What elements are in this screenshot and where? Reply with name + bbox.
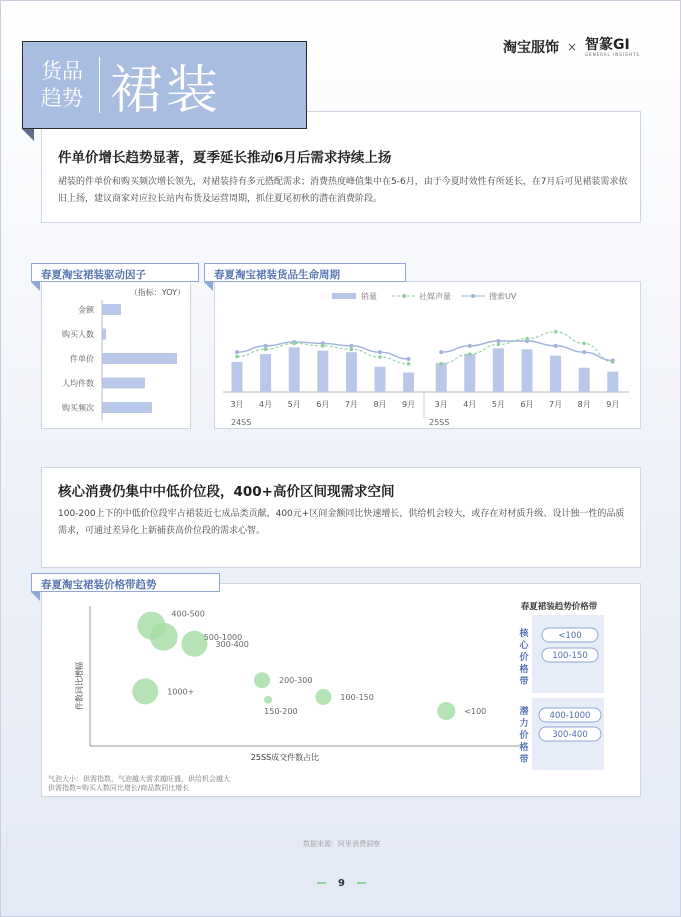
section2-title: 核心消费仍集中中低价位段，400+高价区间现需求空间 — [58, 484, 395, 500]
lifecycle-chart — [215, 282, 642, 430]
legend-marker-social — [402, 294, 406, 298]
brand-gi-sub: GENERAL INSIGHTS — [585, 51, 640, 57]
social-volume-point — [611, 360, 615, 364]
drivers-category-label: 购买频次 — [62, 403, 94, 413]
search-uv-point — [264, 344, 268, 348]
core-price-pill-text: <100 — [558, 631, 582, 641]
section2-body: 100-200上下的中低价位段牢占裙装近七成品类贡献，400元+区间金额同比快速增长，供给机会较大，或存在对材质升级、设计独一性的品质需求，可通过差异化上新捕获高价位段的需求心智。 — [58, 509, 625, 536]
month-tick-label: 9月 — [402, 400, 416, 409]
page-number: 9 — [338, 878, 345, 889]
price-bubble-label: 500-1000 — [203, 632, 243, 642]
brand-lockup — [503, 37, 640, 57]
month-tick-label: 4月 — [463, 400, 477, 409]
sales-bar — [317, 351, 328, 392]
price-note-line2: 供需指数=购买人数同比增长/商品数同比增长 — [48, 784, 190, 792]
price-bubble — [264, 696, 272, 704]
core-price-label-char: 价 — [519, 653, 529, 663]
season-label-24ss: 24SS — [231, 418, 252, 427]
legend-swatch-sales — [332, 293, 356, 299]
category-divider — [99, 57, 100, 113]
month-tick-label: 4月 — [259, 400, 273, 409]
social-volume-point — [407, 362, 411, 366]
social-volume-point — [292, 342, 296, 346]
drivers-bar — [102, 353, 177, 364]
potential-price-label-char: 潜 — [519, 707, 529, 717]
sales-bar — [289, 347, 300, 392]
price-legend-title: 春夏裙装趋势价格带 — [520, 602, 598, 612]
month-tick-label: 6月 — [316, 400, 330, 409]
potential-price-pill-text: 400-1000 — [549, 711, 591, 721]
core-price-label-char: 心 — [519, 641, 529, 651]
sales-bar — [346, 352, 357, 392]
data-source: 数据来源：阿里消费洞察 — [303, 840, 380, 848]
sales-bar — [232, 362, 243, 392]
sales-bar — [522, 349, 533, 392]
social-volume-point — [582, 342, 586, 346]
search-uv-point — [554, 344, 558, 348]
search-uv-point — [378, 350, 382, 354]
lifecycle-chart-tab: 春夏淘宝裙装货品生命周期 — [204, 263, 406, 282]
price-bubble-label: 150-200 — [264, 706, 298, 716]
social-volume-point — [525, 337, 529, 341]
search-uv-point — [582, 350, 586, 354]
sales-bar — [375, 367, 386, 392]
search-uv-point — [407, 357, 411, 361]
price-note-line1: 气泡大小：供需指数，气泡越大需求越旺盛，供给机会越大 — [48, 775, 230, 783]
price-bubble — [315, 689, 331, 705]
drivers-bar — [102, 378, 145, 389]
search-uv-point — [496, 339, 500, 343]
price-x-axis-label: 25SS成交件数占比 — [250, 753, 320, 762]
drivers-unit: （指标：YOY） — [129, 288, 185, 297]
social-volume-point — [497, 343, 501, 347]
social-volume-point — [378, 355, 382, 359]
social-volume-point — [235, 355, 239, 359]
price-bubble-label: <100 — [464, 707, 487, 716]
sales-bar — [550, 356, 561, 392]
price-bubble-chart — [42, 584, 642, 798]
drivers-category-label: 购买人数 — [62, 330, 94, 339]
search-uv-point — [349, 344, 353, 348]
search-uv-point — [468, 344, 472, 348]
sales-bar — [464, 354, 475, 392]
search-uv-point — [439, 350, 443, 354]
page-dash-right — [357, 882, 366, 884]
core-price-label-char: 带 — [519, 677, 529, 687]
core-price-label-char: 格 — [519, 665, 529, 675]
month-tick-label: 7月 — [549, 400, 563, 409]
social-volume-point — [264, 347, 268, 351]
core-price-label-char: 核 — [519, 629, 529, 639]
sales-bar — [493, 348, 504, 392]
page-dash-left — [317, 882, 326, 884]
legend-marker-search — [471, 294, 475, 298]
price-y-axis-label: 件数同比增幅 — [75, 662, 84, 710]
potential-price-label-char: 力 — [519, 719, 529, 729]
drivers-chart-panel — [41, 281, 191, 429]
price-chart-panel — [41, 583, 641, 797]
drivers-category-label: 金额 — [78, 305, 94, 315]
potential-price-label-char: 格 — [519, 743, 529, 753]
section1-body: 裙装的件单价和购买频次增长领先，对裙装持有多元搭配需求；消费热度峰值集中在5-6月，由于今夏时效性有所延长，在7月后可见裙装需求依旧上扬，建议商家对应拉长站内布货及运营周期，抓住夏尾初秋的潜在消费阶段。 — [58, 177, 628, 204]
sales-bar — [607, 372, 618, 392]
drivers-chart-tab: 春夏淘宝裙装驱动因子 — [31, 263, 199, 282]
potential-price-label-char: 带 — [519, 755, 529, 765]
drivers-bar — [102, 402, 152, 413]
category-title-box — [22, 41, 307, 129]
drivers-category-label: 人均件数 — [62, 379, 94, 388]
month-tick-label: 6月 — [520, 400, 534, 409]
brand-separator: × — [566, 40, 578, 54]
price-bubble — [150, 623, 178, 651]
month-tick-label: 9月 — [606, 400, 620, 409]
category-box-fold — [22, 129, 34, 141]
section2-panel — [41, 467, 641, 568]
price-bubble-label: 200-300 — [279, 676, 313, 686]
sales-bar — [436, 363, 447, 392]
social-volume-point — [321, 344, 325, 348]
month-tick-label: 3月 — [230, 400, 244, 409]
legend-label-search: 搜索UV — [489, 292, 517, 301]
brand-gi: 智篆GI — [585, 36, 630, 53]
month-tick-label: 5月 — [491, 400, 505, 409]
category-small-line2: 趋势 — [41, 86, 83, 110]
price-chart-tab: 春夏淘宝裙装价格带趋势 — [31, 573, 220, 592]
lifecycle-chart-panel — [214, 281, 641, 429]
core-price-pill-text: 100-150 — [552, 651, 588, 661]
category-small-line1: 货品 — [41, 59, 83, 83]
sales-bar — [260, 354, 271, 392]
drivers-category-label: 件单价 — [70, 354, 94, 364]
price-bubble — [254, 672, 270, 688]
drivers-bar — [102, 304, 121, 315]
search-uv-point — [235, 350, 239, 354]
month-tick-label: 8月 — [373, 400, 387, 409]
sales-bar — [579, 368, 590, 392]
drivers-bar — [102, 329, 106, 340]
category-small-label — [41, 58, 91, 112]
social-volume-point — [554, 330, 558, 334]
section1-title: 件单价增长趋势显著，夏季延长推动6月后需求持续上扬 — [58, 150, 392, 166]
price-bubble-label: 100-150 — [340, 693, 374, 702]
category-big-label: 裙装 — [110, 60, 223, 121]
price-bubble-label: 1000+ — [167, 687, 195, 697]
price-bubble — [132, 678, 158, 704]
social-volume-point — [468, 352, 472, 356]
social-volume-point — [350, 347, 354, 351]
potential-price-label-char: 价 — [519, 731, 529, 741]
sales-bar — [403, 373, 414, 392]
drivers-chart — [42, 282, 192, 430]
legend-label-sales: 销量 — [361, 292, 377, 301]
month-tick-label: 8月 — [577, 400, 591, 409]
social-volume-point — [439, 362, 443, 366]
month-tick-label: 3月 — [434, 400, 448, 409]
price-bubble — [437, 702, 455, 720]
brand-taobao: 淘宝服饰 — [502, 40, 559, 56]
lifecycle-tab-fold — [204, 282, 213, 291]
price-bubble-label: 400-500 — [171, 609, 205, 619]
price-bubble-label: 300-400 — [215, 639, 249, 649]
potential-price-pill-text: 300-400 — [552, 730, 588, 740]
price-tab-fold — [31, 592, 40, 601]
season-label-25ss: 25SS — [429, 418, 450, 427]
drivers-tab-fold — [31, 282, 40, 291]
month-tick-label: 5月 — [287, 400, 301, 409]
month-tick-label: 7月 — [344, 400, 358, 409]
page-number-row — [1, 878, 681, 889]
legend-label-social: 社媒声量 — [419, 292, 451, 301]
brand-gi-logo — [585, 38, 640, 57]
